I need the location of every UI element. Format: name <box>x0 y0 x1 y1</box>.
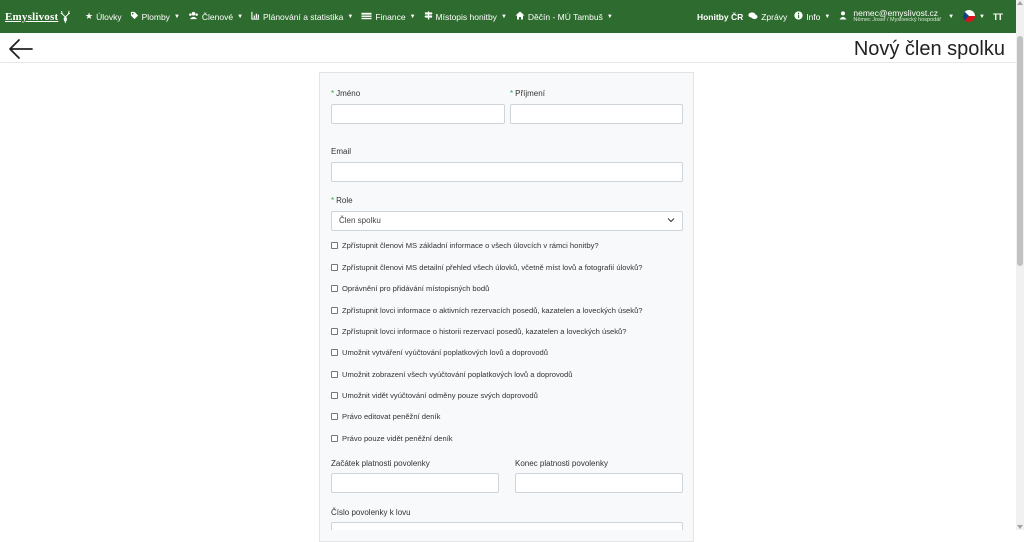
money-icon <box>361 12 372 22</box>
checkbox[interactable] <box>331 392 338 399</box>
first-name-label <box>331 89 360 98</box>
hunting-grounds-cr-link[interactable]: Honitby ČR <box>696 11 744 22</box>
checkbox-label: Zpřístupnit členovi MS detailní přehled všech úlovků, včetně míst lovů a fotografií úlovků? <box>342 263 643 272</box>
role-label-text: Role <box>336 196 353 205</box>
permission-checkbox-row[interactable] <box>331 263 643 272</box>
caret-down-icon: ▼ <box>409 13 416 20</box>
permission-checkbox-row[interactable] <box>331 284 489 293</box>
checkbox[interactable] <box>331 285 338 292</box>
checkbox-label: Zpřístupnit lovci informace o historii rezervací posedů, kazatelen a loveckých úseků? <box>342 327 627 336</box>
signpost-icon <box>424 11 433 22</box>
nav-item-planning[interactable] <box>251 11 353 22</box>
role-label <box>331 196 353 205</box>
checkbox-label: Umožnit zobrazení všech vyúčtování poplatkových lovů a doprovodů <box>342 370 573 379</box>
users-icon <box>188 11 199 22</box>
user-info <box>853 9 941 24</box>
nav-item-label: Plomby <box>141 11 170 22</box>
license-number-label: Číslo povolenky k lovu <box>331 508 411 517</box>
back-button[interactable] <box>8 38 34 60</box>
info-circle-icon <box>794 11 803 22</box>
brand-logo[interactable] <box>5 8 71 26</box>
last-name-input[interactable] <box>510 104 683 124</box>
user-email: nemec@emyslivost.cz <box>853 8 939 19</box>
top-navbar <box>0 0 1016 33</box>
nav-item-finance[interactable] <box>361 12 415 22</box>
permission-checkbox-row[interactable] <box>331 241 599 250</box>
last-name-label-text: Příjmení <box>515 89 545 98</box>
checkbox-label: Právo pouze vidět peněžní deník <box>342 434 453 443</box>
nav-item-label: Děčín - MÚ Tambuš <box>527 11 603 22</box>
checkbox[interactable] <box>331 242 338 249</box>
caret-down-icon: ▼ <box>500 13 507 20</box>
caret-down-icon: ▼ <box>606 13 613 20</box>
scroll-down-arrow-icon[interactable] <box>1017 525 1023 529</box>
permission-checkbox-row[interactable] <box>331 412 440 421</box>
role-select[interactable] <box>331 211 683 231</box>
required-mark: * <box>331 196 335 205</box>
navbar-right <box>697 0 1016 33</box>
checkbox[interactable] <box>331 371 338 378</box>
license-end-input[interactable] <box>515 473 683 493</box>
nav-item-hunting-ground[interactable] <box>515 11 613 22</box>
required-mark: * <box>331 89 335 98</box>
permission-checkbox-row[interactable] <box>331 434 453 443</box>
permission-checkbox-row[interactable] <box>331 306 643 315</box>
star-icon: ★ <box>85 11 94 21</box>
nav-item-label: Plánování a statistika <box>263 11 344 22</box>
checkbox[interactable] <box>331 328 338 335</box>
page-scrollbar[interactable] <box>1016 0 1024 530</box>
messages-link[interactable] <box>748 12 787 22</box>
permission-checkbox-row[interactable] <box>331 348 548 357</box>
caret-down-icon: ▼ <box>173 13 180 20</box>
checkbox-label: Zpřístupnit členovi MS základní informace o všech úlovcích v rámci honitby? <box>342 241 599 250</box>
checkbox[interactable] <box>331 349 338 356</box>
nav-item-members[interactable] <box>188 11 243 22</box>
license-start-label: Začátek platnosti povolenky <box>331 459 430 468</box>
page-title: Nový člen spolku <box>853 38 1005 60</box>
caret-down-icon: ▼ <box>824 13 831 20</box>
nav-item-catches[interactable] <box>85 11 122 22</box>
nav-item-label: Místopis honitby <box>435 11 497 22</box>
role-select-value: Člen spolku <box>339 216 381 225</box>
license-start-input[interactable] <box>331 473 499 493</box>
comments-icon <box>748 12 758 22</box>
chevron-down-icon <box>667 216 675 224</box>
caret-down-icon: ▼ <box>948 13 955 20</box>
required-mark: * <box>510 89 514 98</box>
info-label: Info <box>806 11 821 22</box>
nav-item-seals[interactable] <box>130 11 180 22</box>
checkbox[interactable] <box>331 307 338 314</box>
email-label: Email <box>331 147 352 156</box>
permission-checkbox-row[interactable] <box>331 370 572 379</box>
first-name-input[interactable] <box>331 104 505 124</box>
messages-label: Zprávy <box>761 11 788 22</box>
last-name-label <box>510 89 545 98</box>
license-number-input[interactable] <box>331 522 683 530</box>
checkbox-label: Umožnit vidět vyúčtování odměny pouze svých doprovodů <box>342 391 538 400</box>
caret-down-icon: ▼ <box>979 13 985 20</box>
nav-item-label: Finance <box>375 11 406 22</box>
scrollbar-thumb[interactable] <box>1017 36 1023 266</box>
checkbox-label: Oprávnění pro přidávání místopisných bodů <box>342 284 490 293</box>
checkbox-label: Právo editovat peněžní deník <box>342 412 441 421</box>
caret-down-icon: ▼ <box>237 13 244 20</box>
scroll-up-arrow-icon[interactable] <box>1017 1 1023 5</box>
info-menu[interactable] <box>794 11 830 22</box>
checkbox[interactable] <box>331 413 338 420</box>
checkbox-label: Umožnit vytváření vyúčtování poplatkových lovů a doprovodů <box>342 348 548 357</box>
brand-name[interactable]: Emyslivost <box>5 10 59 23</box>
caret-down-icon: ▼ <box>347 13 354 20</box>
header-divider <box>0 62 1016 63</box>
arrow-left-icon <box>8 38 34 60</box>
tag-icon <box>130 11 139 22</box>
czech-flag-icon <box>963 10 975 24</box>
language-menu[interactable] <box>963 10 985 24</box>
chart-icon <box>251 11 260 22</box>
deer-antlers-icon <box>60 8 71 26</box>
user-icon <box>839 11 847 22</box>
first-name-label-text: Jméno <box>336 89 361 98</box>
license-end-label: Konec platnosti povolenky <box>515 459 608 468</box>
user-menu[interactable] <box>839 9 954 24</box>
checkbox[interactable] <box>331 435 338 442</box>
permission-checkbox-row[interactable] <box>331 327 626 336</box>
font-size-toggle[interactable]: TT <box>993 11 1002 22</box>
nav-item-topography[interactable] <box>424 11 507 22</box>
checkbox-label: Zpřístupnit lovci informace o aktivních rezervacích posedů, kazatelen a loveckých úseků? <box>342 306 643 315</box>
nav-item-label: Členové <box>201 11 234 22</box>
user-role: Němec Josef / Myslivecký hospodář <box>853 17 942 24</box>
permission-checkbox-row[interactable] <box>331 391 538 400</box>
email-input[interactable] <box>331 162 683 182</box>
home-icon <box>515 11 525 22</box>
nav-item-label: Úlovky <box>96 11 122 22</box>
checkbox[interactable] <box>331 264 338 271</box>
